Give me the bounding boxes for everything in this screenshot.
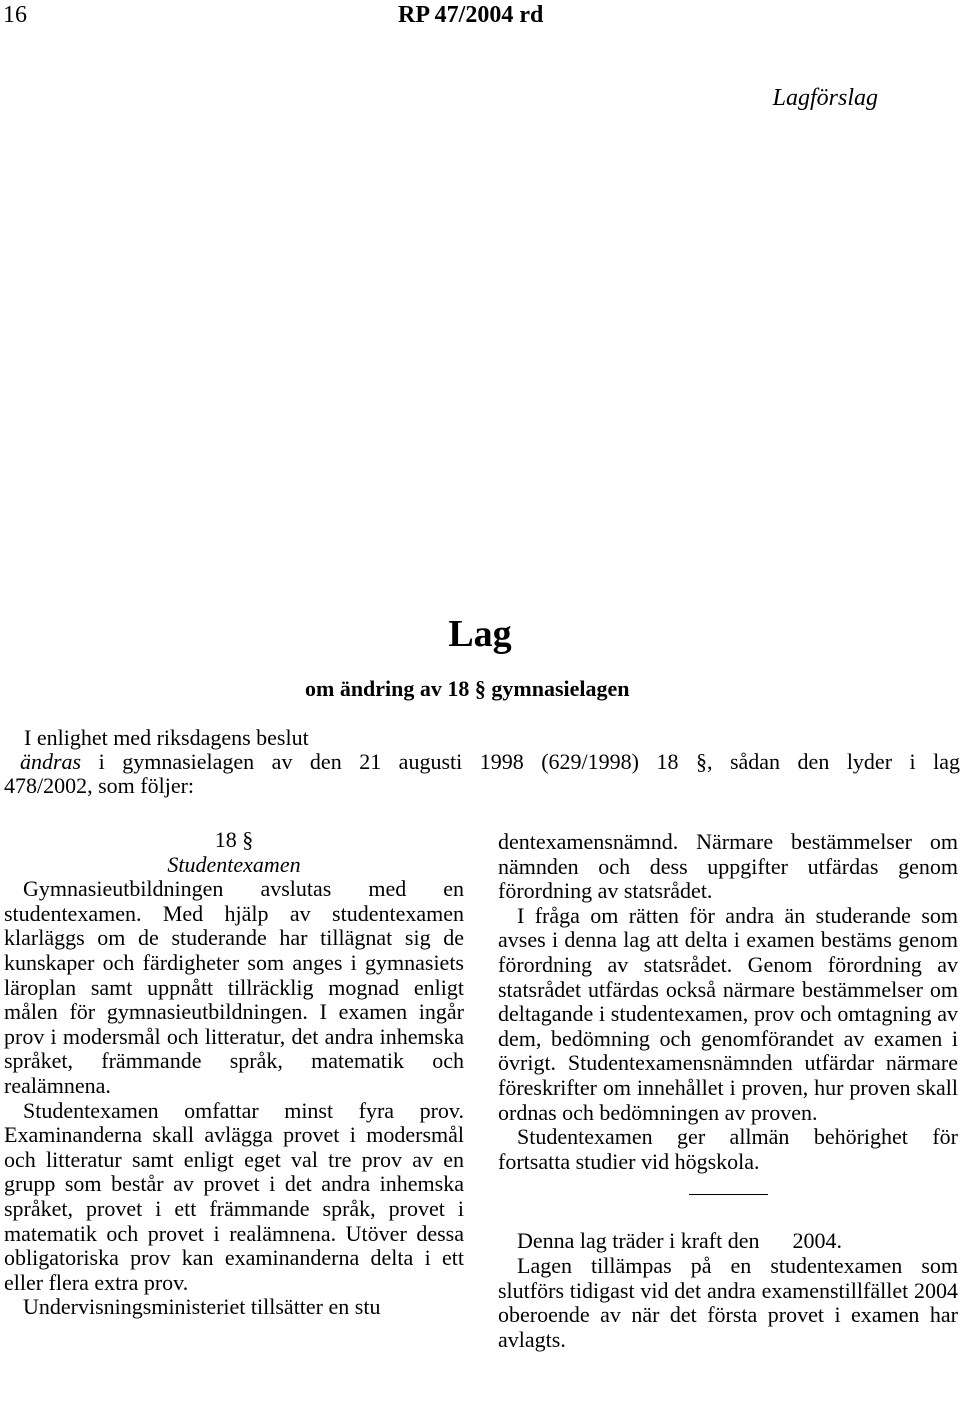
document-id: RP 47/2004 rd — [398, 2, 544, 28]
paragraph-6: Lagen tillämpas på en studentexamen som slutförs tidigast vid det andra examenstillfället 2004 oberoende av när det första provet i examen har avlagts. — [498, 1252, 958, 1352]
paragraph-1: Gymnasieutbildningen avslutas med en studentexamen. Med hjälp av studentexamen klarläggs om de studerande har tillägnat sig de kunskaper och färdigheter som anges i gymnasiets läroplan samt uppnått tillräcklig mognad enligt målen för gymnasieutbildningen. I examen ingår prov i modersmål och litteratur, det andra inhemska språket, främmande språk, matematik och realämnena. — [4, 876, 464, 1098]
section-number: 18 § — [214, 827, 254, 852]
intro-amend-word: ändras — [20, 749, 82, 774]
section-heading: Studentexamen — [167, 851, 301, 877]
intro-line-3: 478/2002, som följer: — [4, 773, 195, 798]
law-title: Lag — [448, 613, 512, 655]
page-number: 16 — [3, 2, 27, 28]
left-column — [4, 828, 464, 1320]
paragraph-5: Studentexamen ger allmän behörighet för fortsatta studier vid högskola. — [498, 1124, 958, 1174]
intro-line-2 — [20, 750, 960, 774]
entry-into-force: Denna lag träder i kraft den 2004. — [517, 1228, 842, 1254]
paragraph-4: I fråga om rätten för andra än studerande som avses i denna lag att delta i examen bestäms genom förordning av statsrådet. Genom förordning av statsrådet utfärdas också närmare bestämmelser om deltagande i studentexamen, prov och omtagning av dem, bedömning och genomförandet av examen i övrigt. Studentexamensnämnden utfärdar närmare föreskrifter om innehållet i proven, hur proven skall ordnas och bedömningen av proven. — [498, 902, 958, 1125]
intro-line-2-rest: i gymnasielagen av den 21 augusti 1998 (629/1998) 18 §, sådan den lyder i lag — [81, 749, 960, 774]
paragraph-2: Studentexamen omfattar minst fyra prov. Examinanderna skall avlägga provet i modersmål och litteratur samt enligt eget val tre prov av en grupp som består av provet i det andra inhemska språket, provet i ett främmande språk, provet i matematik och provet i realämnena. Utöver dessa obligatoriska prov kan examinanderna delta i ett eller flera extra prov. — [4, 1097, 464, 1295]
section-label: Lagförslag — [772, 85, 878, 111]
law-subtitle: om ändring av 18 § gymnasielagen — [305, 676, 630, 701]
section-divider — [689, 1194, 768, 1195]
intro-text — [4, 725, 960, 798]
paragraph-3-start: Undervisningsministeriet tillsätter en stu — [23, 1294, 381, 1320]
intro-line-1: I enlighet med riksdagens beslut — [24, 725, 309, 750]
right-column — [498, 830, 958, 1352]
paragraph-3-cont: dentexamensnämnd. Närmare bestämmelser om nämnden och dess uppgifter utfärdas genom förordning av statsrådet. — [498, 829, 958, 904]
